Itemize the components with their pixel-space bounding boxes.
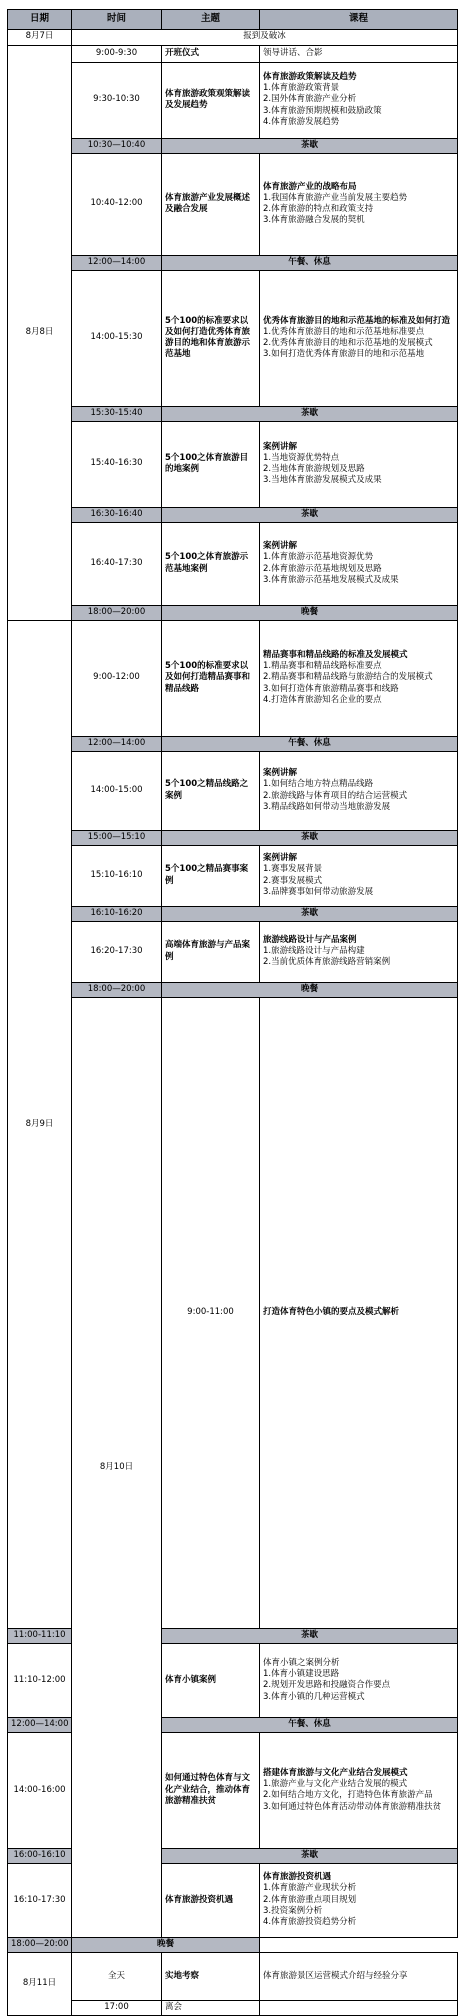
course-item: 3.投资案例分析 xyxy=(263,1905,323,1916)
date-cell: 8月7日 xyxy=(8,29,72,45)
course-cell xyxy=(260,751,458,830)
course-title: 旅游线路设计与产品案例 xyxy=(263,934,357,945)
break-row xyxy=(8,507,458,522)
course-item: 2.国外体育旅游产业分析 xyxy=(263,94,357,105)
time-cell: 12:00—14:00 xyxy=(8,1717,72,1732)
break-cell: 茶歇 xyxy=(162,906,458,921)
topic-cell: 离会 xyxy=(162,2000,260,2015)
time-cell: 14:00-15:00 xyxy=(72,751,162,830)
break-cell: 午餐、休息 xyxy=(162,255,458,270)
break-cell: 茶歇 xyxy=(162,1628,458,1643)
course-title: 优秀体育旅游目的地和示范基地的标准及如何打造 xyxy=(263,315,451,326)
time-cell: 14:00-15:30 xyxy=(72,270,162,406)
topic-cell: 5个100之体育旅游示范基地案例 xyxy=(162,522,260,605)
time-cell: 18:00—20:00 xyxy=(72,605,162,620)
time-cell: 16:10-17:30 xyxy=(8,1863,72,1937)
header-date: 日期 xyxy=(8,10,72,30)
course-cell xyxy=(260,1863,458,1937)
course-item: 1.精品赛事和精品线路标准要点 xyxy=(263,661,382,672)
table-row xyxy=(8,997,458,1628)
course-title: 案例讲解 xyxy=(263,768,298,779)
course-cell xyxy=(260,2000,458,2015)
time-cell: 10:30—10:40 xyxy=(72,138,162,153)
time-cell: 12:00—14:00 xyxy=(72,255,162,270)
date-cell: 8月9日 xyxy=(8,620,72,1628)
time-cell: 17:00 xyxy=(72,2000,162,2015)
course-item: 3.体育小镇的几种运营模式 xyxy=(263,1691,365,1702)
course-item: 1.优秀体育旅游目的地和示范基地标准要点 xyxy=(263,326,425,337)
break-cell: 茶歇 xyxy=(162,138,458,153)
topic-cell: 5个100之精品赛事案例 xyxy=(162,845,260,906)
break-cell: 午餐、休息 xyxy=(162,1717,458,1732)
break-cell: 晚餐 xyxy=(162,982,458,997)
course-title: 搭建体育旅游与文化产业结合发展模式 xyxy=(263,1767,408,1778)
course-item: 2.体育旅游重点项目规划 xyxy=(263,1894,357,1905)
course-item: 2.规划开发思路和投融资合作要点 xyxy=(263,1680,391,1691)
table-row xyxy=(8,45,458,62)
course-item: 1.体育旅游政策背景 xyxy=(263,83,340,94)
break-row xyxy=(8,736,458,751)
course-item: 3.体育旅游预期规模和鼓励政策 xyxy=(263,105,382,116)
table-row xyxy=(8,620,458,736)
course-title: 案例讲解 xyxy=(263,853,298,864)
time-cell: 15:10-16:10 xyxy=(72,845,162,906)
course-item: 2.当前优质体育旅游线路营销案例 xyxy=(263,957,391,968)
time-cell: 16:10-16:20 xyxy=(72,906,162,921)
header-time: 时间 xyxy=(72,10,162,30)
course-item: 4.体育旅游投资趋势分析 xyxy=(263,1917,357,1928)
topic-cell: 体育旅游产业发展概述及融合发展 xyxy=(162,153,260,255)
time-cell: 16:00-16:10 xyxy=(8,1848,72,1863)
table-row xyxy=(8,270,458,406)
time-cell: 全天 xyxy=(72,1952,162,2000)
time-cell: 12:00—14:00 xyxy=(72,736,162,751)
course-cell xyxy=(260,270,458,406)
break-row xyxy=(8,830,458,845)
topic-cell: 5个100之体育旅游目的地案例 xyxy=(162,421,260,507)
time-cell: 16:40-17:30 xyxy=(72,522,162,605)
course-cell xyxy=(260,1732,458,1848)
time-cell: 9:00-11:00 xyxy=(162,997,260,1628)
time-cell: 11:10-12:00 xyxy=(8,1643,72,1717)
table-row xyxy=(8,751,458,830)
time-cell: 10:40-12:00 xyxy=(72,153,162,255)
course-item: 3.如何打造优秀体育旅游目的地和示范基地 xyxy=(263,349,425,360)
topic-cell: 高端体育旅游与产品案例 xyxy=(162,921,260,982)
break-row xyxy=(8,255,458,270)
time-cell: 18:00—20:00 xyxy=(8,1937,72,1952)
course-item: 3.体育旅游示范基地发展模式及成果 xyxy=(263,574,399,585)
time-cell: 9:00-12:00 xyxy=(72,620,162,736)
course-item: 2.精品赛事和精品线路与旅游结合的发展模式 xyxy=(263,672,433,683)
course-item: 1.如何结合地方特点精品线路 xyxy=(263,779,374,790)
header-row xyxy=(8,10,458,30)
course-item: 4.体育旅游发展趋势 xyxy=(263,116,340,127)
time-cell: 9:00-9:30 xyxy=(72,45,162,62)
break-cell: 晚餐 xyxy=(72,1937,260,1952)
course-item: 2.如何结合地方文化，打造特色体育旅游产品 xyxy=(263,1790,433,1801)
topic-cell: 体育旅游政策观策解读及发展趋势 xyxy=(162,62,260,138)
course-item: 体育小镇之案例分析 xyxy=(263,1657,340,1668)
break-cell: 晚餐 xyxy=(162,605,458,620)
table-row xyxy=(8,2000,458,2015)
table-row xyxy=(8,522,458,605)
schedule-table xyxy=(7,9,458,2016)
course-title: 体育旅游产业的战略布局 xyxy=(263,181,357,192)
table-row xyxy=(8,1952,458,2000)
course-item: 3.精品线路如何带动当地旅游发展 xyxy=(263,801,391,812)
course-cell xyxy=(260,522,458,605)
course-item: 3.品牌赛事如何带动旅游发展 xyxy=(263,886,374,897)
course-title: 案例讲解 xyxy=(263,541,298,552)
course-cell xyxy=(260,62,458,138)
course-cell xyxy=(260,1643,458,1717)
time-cell: 16:20-17:30 xyxy=(72,921,162,982)
table-row xyxy=(8,62,458,138)
course-item: 2.赛事发展模式 xyxy=(263,875,323,886)
course-item: 3.如何通过特色体育活动带动体育旅游精准扶贫 xyxy=(263,1801,442,1812)
course-cell xyxy=(260,153,458,255)
course-item: 1.当地资源优势特点 xyxy=(263,452,340,463)
course-title: 案例讲解 xyxy=(263,441,298,452)
date-cell: 8月8日 xyxy=(8,45,72,620)
break-cell: 茶歇 xyxy=(162,507,458,522)
course-cell xyxy=(260,421,458,507)
checkin-cell: 报到及破冰 xyxy=(72,29,458,45)
course-title: 体育旅游投资机遇 xyxy=(263,1872,332,1883)
table-row xyxy=(8,921,458,982)
course-cell: 领导讲话、合影 xyxy=(260,45,458,62)
course-item: 3.如何打造体育旅游精品赛事和线路 xyxy=(263,683,399,694)
topic-cell: 5个100的标准要求以及如何打造精品赛事和精品线路 xyxy=(162,620,260,736)
topic-cell: 开班仪式 xyxy=(162,45,260,62)
topic-cell: 体育旅游投资机遇 xyxy=(162,1863,260,1937)
topic-cell: 实地考察 xyxy=(162,1952,260,2000)
topic-cell: 5个100的标准要求以及如何打造优秀体育旅游目的地和体育旅游示范基地 xyxy=(162,270,260,406)
table-row xyxy=(8,153,458,255)
course-item: 1.旅游产业与文化产业结合发展的模式 xyxy=(263,1779,408,1790)
course-item: 1.体育旅游示范基地资源优势 xyxy=(263,552,374,563)
time-cell: 18:00—20:00 xyxy=(72,982,162,997)
break-row xyxy=(8,1937,458,1952)
course-item: 1.体育旅游产业现状分析 xyxy=(263,1883,357,1894)
course-item: 1.旅游线路设计与产品构建 xyxy=(263,945,365,956)
date-cell: 8月11日 xyxy=(8,1952,72,2015)
time-cell: 16:30-16:40 xyxy=(72,507,162,522)
course-title: 体育旅游政策解读及趋势 xyxy=(263,71,357,82)
course-item: 3.当地体育旅游发展模式及成果 xyxy=(263,475,382,486)
course-item: 1.我国体育旅游产业当前发展主要趋势 xyxy=(263,192,408,203)
course-item: 2.优秀体育旅游目的地和示范基地的发展模式 xyxy=(263,338,433,349)
course-cell xyxy=(260,921,458,982)
break-cell: 茶歇 xyxy=(162,406,458,421)
time-cell: 14:00-16:00 xyxy=(8,1732,72,1848)
topic-cell: 体育小镇案例 xyxy=(162,1643,260,1717)
course-item: 3.体育旅游融合发展的契机 xyxy=(263,215,365,226)
break-row xyxy=(8,138,458,153)
time-cell: 15:30-15:40 xyxy=(72,406,162,421)
course-cell xyxy=(260,620,458,736)
break-row xyxy=(8,605,458,620)
table-row xyxy=(8,421,458,507)
break-row xyxy=(8,406,458,421)
break-row xyxy=(8,906,458,921)
topic-cell: 如何通过特色体育与文化产业结合，推动体育旅游精准扶贫 xyxy=(162,1732,260,1848)
course-item: 2.体育旅游的特点和政策支持 xyxy=(263,204,374,215)
break-cell: 午餐、休息 xyxy=(162,736,458,751)
time-cell: 15:40-16:30 xyxy=(72,421,162,507)
course-cell xyxy=(260,845,458,906)
course-cell: 体育旅游景区运营模式介绍与经验分享 xyxy=(260,1952,458,2000)
topic-cell: 打造体育特色小镇的要点及模式解析 xyxy=(260,997,458,1628)
time-cell: 15:00—15:10 xyxy=(72,830,162,845)
course-item: 2.旅游线路与体育项目的结合运营模式 xyxy=(263,790,408,801)
course-title: 精品赛事和精品线路的标准及发展模式 xyxy=(263,649,408,660)
course-item: 1.体育小镇建设思路 xyxy=(263,1669,340,1680)
break-cell: 茶歇 xyxy=(162,830,458,845)
course-item: 4.打造体育旅游知名企业的要点 xyxy=(263,694,382,705)
header-course: 课程 xyxy=(260,10,458,30)
table-row xyxy=(8,29,458,45)
time-cell: 11:00-11:10 xyxy=(8,1628,72,1643)
break-cell: 茶歇 xyxy=(162,1848,458,1863)
topic-cell: 5个100之精品线路之案例 xyxy=(162,751,260,830)
header-topic: 主题 xyxy=(162,10,260,30)
time-cell: 9:30-10:30 xyxy=(72,62,162,138)
course-item: 2.体育旅游示范基地规划及思路 xyxy=(263,563,382,574)
table-row xyxy=(8,845,458,906)
course-item: 1.赛事发展背景 xyxy=(263,864,323,875)
course-item: 2.当地体育旅游规划及思路 xyxy=(263,464,365,475)
break-row xyxy=(8,982,458,997)
date-cell: 8月10日 xyxy=(72,997,162,1937)
